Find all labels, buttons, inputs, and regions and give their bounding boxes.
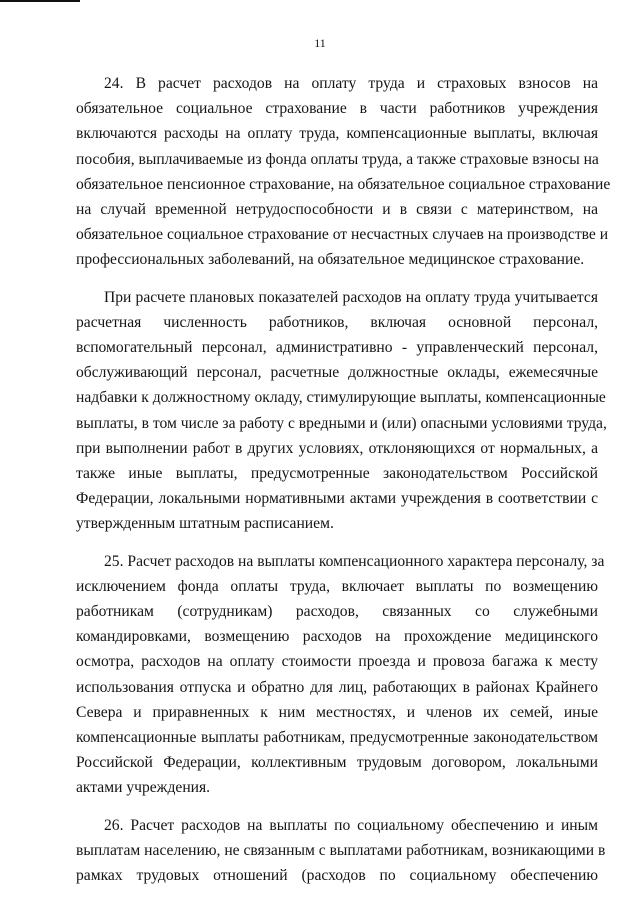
text-line: выплаты, в том числе за работу с вредными и (или) опасными условиями труда, [76,414,607,432]
page-number: 11 [314,36,326,50]
text-line: рамках трудовых отношений (расходов по социальному обеспечению [76,867,598,885]
text-line: работникам (сотрудникам) расходов, связанных со служебными [76,603,598,621]
text-line: обязательное социальное страхование от несчастных случаев на производстве и [76,226,609,244]
text-line: профессиональных заболеваний, на обязательное медицинское страхование. [76,251,585,269]
text-line: обязательное пенсионное страхование, на обязательное социальное страхование [76,175,611,193]
text-line: компенсационные выплаты работникам, предусмотренные законодательством [76,729,598,747]
document-body [76,71,611,888]
text-line: утвержденным штатным расписанием. [76,515,334,533]
text-line: обязательное социальное страхование в части работников учреждения [76,100,598,118]
text-line: Севера и приравненных к ним местностях, и членов их семей, иные [76,703,598,721]
text-line: обслуживающий персонал, расчетные должностные оклады, ежемесячные [76,364,598,382]
text-line: Федерации, локальными нормативными актами учреждения в соответствии с [76,490,598,508]
text-line: командировками, возмещению расходов на прохождение медицинского [76,628,598,646]
text-line: 26. Расчет расходов на выплаты по социальному обеспечению и иным [104,816,598,834]
paragraph-26 [76,813,606,889]
text-line: при выполнении работ в других условиях, отклоняющихся от нормальных, а [76,439,598,457]
paragraph-24 [76,71,611,273]
text-line: также иные выплаты, предусмотренные законодательством Российской [76,465,598,483]
top-edge-line [0,0,80,2]
text-line: расчетная численность работников, включая основной персонал, [76,313,598,331]
text-line: использования отпуска и обратно для лиц, работающих в районах Крайнего [76,678,598,696]
text-line: актами учреждения. [76,779,211,797]
text-line: При расчете плановых показателей расходов на оплату труда учитывается [104,288,598,306]
text-line: 24. В расчет расходов на оплату труда и страховых взносов на [104,75,598,92]
text-line: 25. Расчет расходов на выплаты компенсационного характера персоналу, за [104,552,605,570]
text-line: выплатам населению, не связанным с выплатами работникам, возникающими в [76,841,606,859]
paragraph-25 [76,549,605,801]
text-line: Российской Федерации, коллективным трудовым договором, локальными [76,754,598,772]
text-line: на случай временной нетрудоспособности и в связи с материнством, на [76,201,598,219]
text-line: осмотра, расходов на оплату стоимости проезда и провоза багажа к месту [76,653,598,671]
text-line: включаются расходы на оплату труда, компенсационные выплаты, включая [76,125,598,143]
text-line: исключением фонда оплаты труда, включает выплаты по возмещению [76,577,598,595]
text-line: надбавки к должностному окладу, стимулирующие выплаты, компенсационные [76,389,606,407]
text-line: пособия, выплачиваемые из фонда оплаты труда, а также страховые взносы на [76,150,599,168]
paragraph-planning [76,285,607,537]
text-line: вспомогательный персонал, административно - управленческий персонал, [76,339,598,357]
